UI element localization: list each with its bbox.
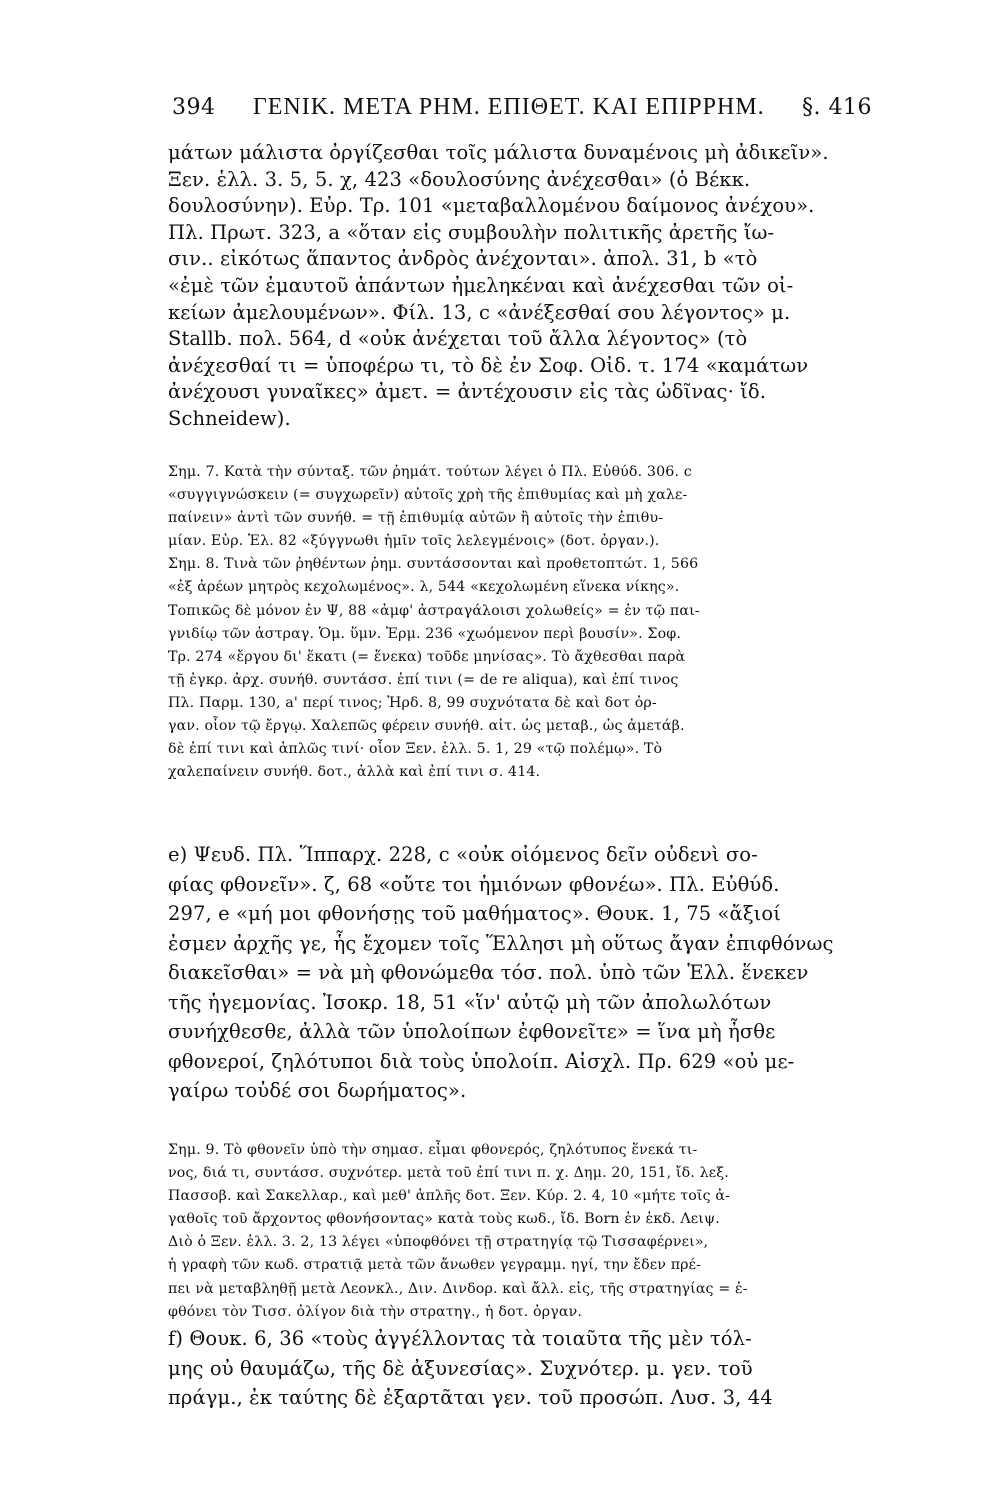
text-line: σιν.. εἰκότως ἅπαντος ἀνδρὸς ἀνέχονται». ἀπολ. 31, b «τὸ [168, 247, 758, 271]
text-line: πει νὰ μεταβληθῇ μετὰ Λεονκλ., Διν. Δινδορ. καὶ ἄλλ. εἰς, τῆς στρατηγίας = ἐ- [168, 1280, 748, 1297]
text-line: τῆς ἡγεμονίας. Ἰσοκρ. 18, 51 «ἵν' αὐτῷ μὴ τῶν ἀπολωλότων [168, 990, 772, 1014]
text-line: παίνειν» ἀντὶ τῶν συνήθ. = τῇ ἐπιθυμίᾳ αὐτῶν ἢ αὐτοῖς τὴν ἐπιθυ- [168, 510, 664, 527]
footnote-block [168, 1139, 868, 1324]
text-line: γαίρω τοὐδέ σοι δωρήματος». [168, 1079, 467, 1102]
text-line: μης οὐ θαυμάζω, τῆς δὲ ἀξυνεσίας». Συχνότερ. μ. γεν. τοῦ [168, 1356, 753, 1380]
text-paragraph [168, 140, 868, 433]
text-line: μάτων μάλιστα ὀργίζεσθαι τοῖς μάλιστα δυναμένοις μὴ ἀδικεῖν». [168, 141, 829, 164]
text-line: Τρ. 274 «ἔργου δι' ἕκατι (= ἕνεκα) τοῦδε μηνίσας». Τὸ ἄχθεσθαι παρὰ [168, 648, 686, 665]
text-paragraph [168, 1324, 868, 1413]
text-line: Stallb. πολ. 564, d «οὐκ ἀνέχεται τοῦ ἄλλα λέγοντος» (τὸ [168, 327, 748, 351]
text-line: ἐσμεν ἀρχῆς γε, ἧς ἔχομεν τοῖς Ἕλλησι μὴ οὕτως ἄγαν ἐπιφθόνως [168, 931, 834, 955]
text-line: Διὸ ὁ Ξεν. ἑλλ. 3. 2, 13 λέγει «ὑποφθόνει τῇ στρατηγίᾳ τῷ Τισσαφέρνει», [168, 1234, 709, 1251]
text-line: 297, e «μή μοι φθονήσῃς τοῦ μαθήματος». Θουκ. 1, 75 «ἄξιοί [168, 902, 781, 925]
text-line: ἀνέχουσι γυναῖκες» ἀμετ. = ἀντέχουσιν εἰς τὰς ὠδῖνας· ἴδ. [168, 380, 767, 404]
text-line: e) Ψευδ. Πλ. Ἵππαρχ. 228, c «οὐκ οἰόμενος δεῖν οὐδενὶ σο- [168, 843, 758, 866]
text-line: «ἐμὲ τῶν ἐμαυτοῦ ἁπάντων ἠμεληκέναι καὶ ἀνέχεσθαι τῶν οἰ- [168, 273, 794, 297]
text-line: χαλεπαίνειν συνήθ. δοτ., ἀλλὰ καὶ ἐπί τινι σ. 414. [168, 764, 541, 781]
text-line: Πλ. Πρωτ. 323, a «ὅταν εἰς συμβουλὴν πολιτικῆς ἀρετῆς ἴω- [168, 220, 775, 244]
text-line: Σημ. 8. Τινὰ τῶν ῥηθέντων ῥημ. συντάσσονται καὶ προθετοπτώτ. 1, 566 [168, 556, 699, 573]
running-head [172, 92, 872, 123]
text-line: πράγμ., ἐκ ταύτης δὲ ἐξαρτᾶται γεν. τοῦ προσώπ. Λυσ. 3, 44 [168, 1386, 773, 1409]
text-line: δὲ ἐπί τινι καὶ ἁπλῶς τινί· οἷον Ξεν. ἑλλ. 5. 1, 29 «τῷ πολέμῳ». Τὸ [168, 741, 663, 758]
text-line: κείων ἀμελουμένων». Φίλ. 13, c «ἀνέξεσθαί σου λέγοντος» μ. [168, 300, 791, 324]
text-line: «ἐξ ἀρέων μητρὸς κεχολωμένος». λ, 544 «κεχολωμένη εἵνεκα νίκης». [168, 579, 680, 596]
text-line: Ξεν. ἑλλ. 3. 5, 5. χ, 423 «δουλοσύνης ἀνέχεσθαι» (ὁ Βέκκ. [168, 167, 751, 191]
text-line: μίαν. Εὐρ. Ἑλ. 82 «ξύγγνωθι ἡμῖν τοῖς λελεγμένοις» (δοτ. ὀργαν.). [168, 533, 660, 550]
text-line: f) Θουκ. 6, 36 «τοὺς ἀγγέλλοντας τὰ τοιαῦτα τῆς μὲν τόλ- [168, 1327, 752, 1350]
text-line: φίας φθονεῖν». ζ, 68 «οὔτε τοι ἡμιόνων φθονέω». Πλ. Εὐθύδ. [168, 872, 780, 896]
text-line: γαθοῖς τοῦ ἄρχοντος φθονήσοντας» κατὰ τοὺς κωδ., ἴδ. Born ἐν ἐκδ. Λειψ. [168, 1211, 720, 1228]
text-line: Τοπικῶς δὲ μόνον ἐν Ψ, 88 «ἀμφ' ἀστραγάλοισι χολωθείς» = ἐν τῷ παι- [168, 602, 700, 619]
running-title: ΓΕΝΙΚ. ΜΕΤΑ ΡΗΜ. ΕΠΙΘΕΤ. ΚΑΙ ΕΠΙΡΡΗΜ. [252, 94, 765, 120]
text-paragraph [168, 840, 868, 1106]
text-line: «συγγιγνώσκειν (= συγχωρεῖν) αὐτοῖς χρὴ τῆς ἐπιθυμίας καὶ μὴ χαλε- [168, 487, 688, 504]
text-line: νος, διά τι, συντάσσ. συχνότερ. μετὰ τοῦ ἐπί τινι π. χ. Δημ. 20, 151, ἴδ. λεξ. [168, 1165, 729, 1182]
text-line: Πασσοβ. καὶ Σακελλαρ., καὶ μεθ' ἁπλῆς δοτ. Ξεν. Κύρ. 2. 4, 10 «μήτε τοῖς ἀ- [168, 1188, 731, 1205]
page-number: 394 [172, 95, 216, 120]
text-line: Σημ. 9. Τὸ φθονεῖν ὑπὸ τὴν σημασ. εἶμαι φθονερός, ζηλότυπος ἕνεκά τι- [168, 1142, 698, 1158]
text-line: συνήχθεσθε, ἀλλὰ τῶν ὑπολοίπων ἐφθονεῖτε» = ἵνα μὴ ἦσθε [168, 1020, 776, 1043]
text-line: ἡ γραφὴ τῶν κωδ. στρατιᾷ μετὰ τῶν ἄνωθεν γεγραμμ. ηγί, την ἔδεν πρέ- [168, 1257, 702, 1274]
text-line: Σημ. 7. Κατὰ τὴν σύνταξ. τῶν ῥημάτ. τούτων λέγει ὁ Πλ. Εὐθύδ. 306. c [168, 464, 692, 480]
text-line: γαν. οἷον τῷ ἔργῳ. Χαλεπῶς φέρειν συνήθ. αἰτ. ὡς μεταβ., ὡς ἀμετάβ. [168, 718, 685, 735]
text-line: Schneidew). [168, 406, 291, 430]
text-line: τῇ ἐγκρ. ἀρχ. συνήθ. συντάσσ. ἐπί τινι (= de re aliqua), καὶ ἐπί τινος [168, 671, 679, 688]
text-line: φθόνει τὸν Τισσ. ὀλίγον διὰ τὴν στρατηγ., ἡ δοτ. ὀργαν. [168, 1303, 583, 1320]
text-line: διακεῖσθαι» = νὰ μὴ φθονώμεθα τόσ. πολ. ὑπὸ τῶν Ἑλλ. ἕνεκεν [168, 961, 809, 984]
text-line: φθονεροί, ζηλότυποι διὰ τοὺς ὑπολοίπ. Αἰσχλ. Πρ. 629 «οὐ με- [168, 1049, 795, 1073]
text-line: γνιδίῳ τῶν ἀστραγ. Ὁμ. ὕμν. Ἑρμ. 236 «χωόμενον περὶ βουσίν». Σοφ. [168, 625, 682, 642]
text-line: ἀνέχεσθαί τι = ὑποφέρω τι, τὸ δὲ ἐν Σοφ. Οἰδ. τ. 174 «καμάτων [168, 353, 809, 377]
section-number: §. 416 [802, 95, 872, 120]
text-line: Πλ. Παρμ. 130, a' περί τινος; Ἡρδ. 8, 99 συχνότατα δὲ καὶ δοτ ὀρ- [168, 694, 657, 711]
text-line: δουλοσύνην). Εὐρ. Τρ. 101 «μεταβαλλομένου δαίμονος ἀνέχου». [168, 194, 815, 218]
footnote-block [168, 461, 868, 784]
